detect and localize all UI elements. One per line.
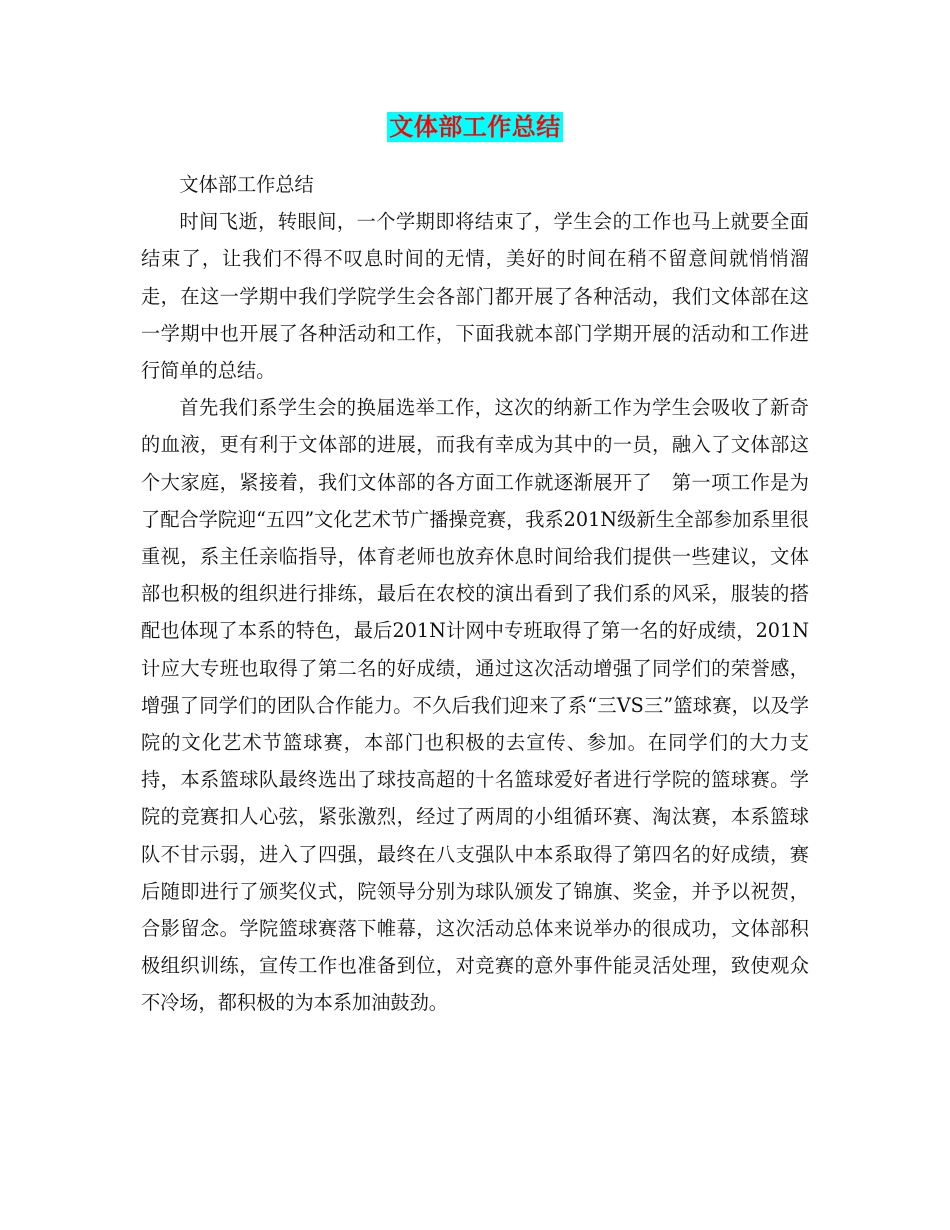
paragraph: 首先我们系学生会的换届选举工作，这次的纳新工作为学生会吸收了新奇的血液，更有利于文体部的进展，而我有幸成为其中的一员，融入了文体部这个大家庭，紧接着，我们文体部的各方面工作就逐渐展开了 第一项工作是为了配合学院迎“五四”文化艺术节广播操竞赛，我系201N级新生全部参加系里很重视，系主任亲临指导，体育老师也放弃休息时间给我们提供一些建议，文体部也积极的组织进行排练，最后在农校的演出看到了我们系的风采，服装的搭配也体现了本系的特色，最后201N计网中专班取得了第一名的好成绩，201N计应大专班也取得了第二名的好成绩，通过这次活动增强了同学们的荣誉感，增强了同学们的团队合作能力。不久后我们迎来了系“三VS三”篮球赛，以及学院的文化艺术节篮球赛，本部门也积极的去宣传、参加。在同学们的大力支持，本系篮球队最终选出了球技高超的十名篮球爱好者进行学院的篮球赛。学院的竞赛扣人心弦，紧张激烈，经过了两周的小组循环赛、淘汰赛，本系篮球队不甘示弱，进入了四强，最终在八支强队中本系取得了第四名的好成绩，赛后随即进行了颁奖仪式，院领导分别为球队颁发了锦旗、奖金，并予以祝贺，合影留念。学院篮球赛落下帷幕，这次活动总体来说举办的很成功，文体部积极组织训练，宣传工作也准备到位，对竞赛的意外事件能灵活处理，致使观众不冷场，都积极的为本系加油鼓劲。: [141, 396, 809, 1015]
document-body: [141, 166, 809, 1022]
title-container: [0, 112, 950, 142]
paragraph-heading: 文体部工作总结: [179, 173, 314, 196]
paragraph: 时间飞逝，转眼间，一个学期即将结束了，学生会的工作也马上就要全面结束了，让我们不得不叹息时间的无情，美好的时间在稍不留意间就悄悄溜走，在这一学期中我们学院学生会各部门都开展了各种活动，我们文体部在这一学期中也开展了各种活动和工作，下面我就本部门学期开展的活动和工作进行简单的总结。: [141, 210, 809, 383]
document-title: 文体部工作总结: [389, 112, 561, 141]
